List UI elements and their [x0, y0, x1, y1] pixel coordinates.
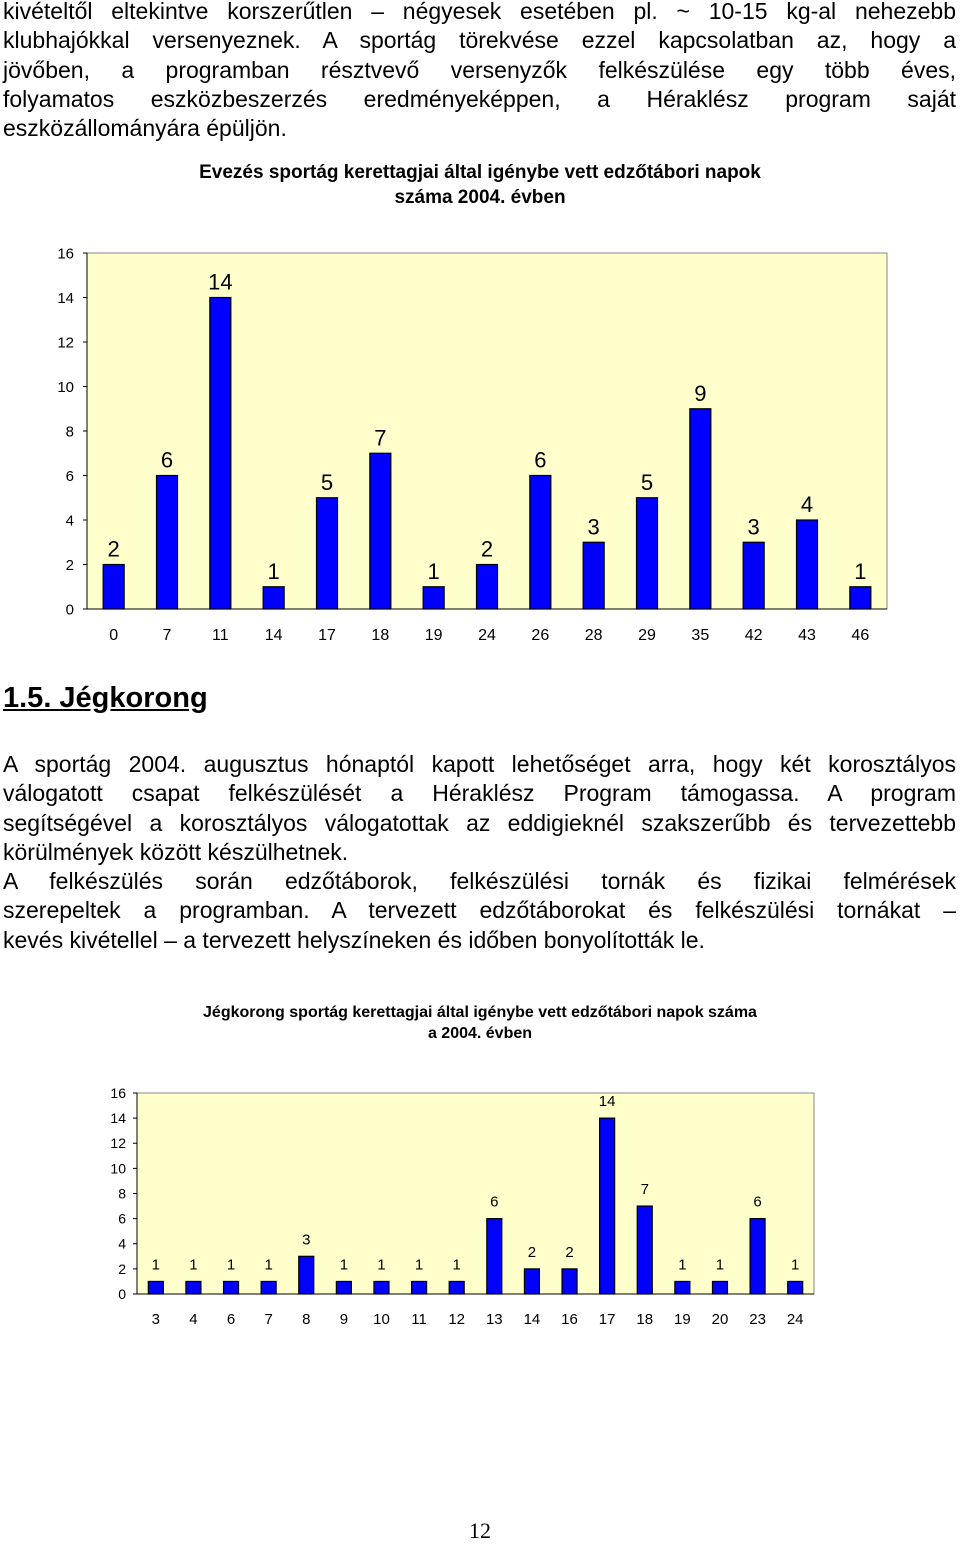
- x-tick-label: 19: [674, 1311, 691, 1328]
- x-tick-label: 43: [798, 627, 816, 644]
- x-tick-label: 13: [485, 1311, 503, 1328]
- data-label: 1: [226, 1256, 236, 1274]
- data-label: 14: [208, 269, 233, 295]
- x-tick-label: 42: [744, 627, 763, 644]
- bar: [675, 1281, 690, 1294]
- data-label: 1: [427, 558, 440, 584]
- data-label: 6: [753, 1193, 762, 1211]
- y-tick-label: 10: [110, 1160, 126, 1177]
- x-tick-label: 28: [584, 627, 603, 644]
- data-label: 2: [480, 536, 494, 562]
- x-tick-label: 29: [638, 627, 656, 644]
- body-line: A felkészülés során edzőtáborok, felkészülési tornák és fizikai felmérések: [3, 868, 956, 895]
- data-label: 1: [452, 1256, 461, 1274]
- data-label: 1: [264, 1256, 273, 1274]
- body-line: szerepeltek a programban. A tervezett edzőtáborokat és felkészülési tornákat –: [3, 897, 956, 924]
- bar: [449, 1281, 464, 1294]
- x-tick-label: 6: [226, 1311, 236, 1328]
- bar: [750, 1219, 765, 1294]
- y-tick-label: 4: [65, 512, 74, 530]
- y-tick-label: 0: [118, 1285, 126, 1302]
- x-tick-label: 4: [189, 1311, 198, 1328]
- data-label: 7: [640, 1181, 649, 1199]
- bar: [562, 1269, 577, 1294]
- y-tick-label: 8: [65, 423, 74, 441]
- bar: [600, 1118, 615, 1294]
- data-label: 14: [598, 1093, 616, 1111]
- chart1-title-line: Evezés sportág kerettagjai által igénybe vett edzőtábori napok: [199, 162, 761, 183]
- intro-line: eszközállományára épüljön.: [3, 115, 287, 142]
- y-tick-label: 16: [110, 1084, 126, 1101]
- x-tick-label: 9: [339, 1311, 349, 1328]
- bar: [261, 1281, 276, 1294]
- data-label: 4: [800, 492, 814, 517]
- x-tick-label: 23: [749, 1311, 766, 1328]
- x-tick-label: 20: [711, 1311, 729, 1328]
- x-tick-label: 0: [109, 627, 119, 644]
- y-tick-label: 12: [110, 1135, 126, 1152]
- y-tick-label: 14: [110, 1110, 126, 1127]
- intro-line: jövőben, a programban résztvevő versenyzők felkészülése egy több éves,: [3, 56, 956, 83]
- bar: [148, 1281, 163, 1294]
- chart1-title-line: száma 2004. évben: [394, 186, 566, 208]
- section-heading: 1.5. Jégkorong: [3, 682, 208, 714]
- x-tick-label: 14: [523, 1311, 541, 1328]
- y-tick-label: 8: [118, 1185, 126, 1202]
- data-label: 1: [854, 558, 867, 584]
- data-label: 1: [377, 1256, 386, 1274]
- data-label: 2: [527, 1243, 537, 1261]
- data-label: 1: [151, 1256, 160, 1274]
- data-label: 7: [374, 425, 387, 451]
- intro-line: kivételtől eltekintve korszerűtlen – négyesek esetében pl. ~ 10-15 kg-al nehezebb: [3, 0, 956, 24]
- x-tick-label: 8: [302, 1311, 311, 1328]
- data-label: 6: [534, 447, 547, 473]
- body-line: A sportág 2004. augusztus hónaptól kapott lehetőséget arra, hogy két korosztályos: [3, 751, 956, 777]
- y-tick-label: 4: [118, 1235, 126, 1252]
- y-tick-label: 6: [118, 1210, 126, 1227]
- x-tick-label: 46: [851, 627, 870, 644]
- y-tick-label: 2: [65, 556, 74, 574]
- bar: [412, 1281, 427, 1294]
- bar: [487, 1219, 502, 1294]
- x-tick-label: 7: [162, 627, 172, 644]
- data-label: 6: [160, 447, 174, 473]
- chart2-title-line: a 2004. évben: [427, 1024, 533, 1042]
- x-tick-label: 24: [478, 627, 496, 644]
- bar: [336, 1281, 351, 1294]
- data-label: 5: [320, 469, 334, 495]
- x-tick-label: 12: [448, 1311, 466, 1328]
- x-tick-label: 14: [264, 627, 283, 644]
- y-tick-label: 6: [65, 467, 74, 485]
- x-tick-label: 3: [151, 1311, 160, 1328]
- body-line: segítségével a korosztályos válogatottak az eddigieknél szakszerűbb és tervezettebb: [3, 809, 956, 836]
- bar: [186, 1281, 201, 1294]
- data-label: 6: [490, 1193, 499, 1211]
- x-tick-label: 11: [212, 627, 229, 644]
- data-label: 1: [414, 1256, 424, 1274]
- data-label: 3: [302, 1231, 311, 1249]
- x-tick-label: 10: [373, 1311, 390, 1328]
- x-tick-label: 17: [598, 1311, 616, 1328]
- x-tick-label: 26: [531, 627, 550, 644]
- data-label: 1: [339, 1256, 349, 1274]
- data-label: 3: [587, 514, 600, 540]
- plot-area: [137, 1093, 814, 1294]
- x-tick-label: 24: [786, 1311, 804, 1328]
- x-tick-label: 19: [424, 627, 443, 644]
- bar: [637, 1206, 652, 1294]
- body-line: körülmények között készülhetnek.: [3, 838, 349, 865]
- x-tick-label: 18: [371, 627, 390, 644]
- data-label: 1: [678, 1256, 687, 1274]
- x-tick-label: 7: [264, 1311, 273, 1328]
- y-tick-label: 0: [65, 601, 74, 619]
- intro-line: folyamatos eszközbeszerzés eredményeképpen, a Héraklész program saját: [3, 85, 956, 112]
- data-label: 3: [747, 514, 760, 540]
- y-tick-label: 14: [57, 289, 74, 307]
- data-label: 1: [715, 1256, 725, 1274]
- bar: [788, 1281, 803, 1294]
- intro-line: klubhajókkal versenyeznek. A sportág törekvése ezzel kapcsolatban az, hogy a: [3, 27, 956, 54]
- x-tick-label: 35: [691, 627, 710, 644]
- data-label: 1: [189, 1256, 198, 1274]
- data-label: 2: [565, 1243, 574, 1261]
- bar: [224, 1281, 239, 1294]
- body-line: kevés kivétellel – a tervezett helyszíneken és időben bonyolították le.: [3, 926, 705, 953]
- data-label: 9: [694, 380, 707, 406]
- bar: [299, 1256, 314, 1294]
- x-tick-label: 11: [411, 1311, 427, 1328]
- page-number: 12: [469, 1518, 491, 1543]
- chart2-title-line: Jégkorong sportág kerettagjai által igénybe vett edzőtábori napok száma: [203, 1004, 757, 1021]
- bar: [712, 1281, 727, 1294]
- x-tick-label: 18: [636, 1311, 654, 1328]
- y-tick-label: 2: [118, 1260, 126, 1277]
- x-tick-label: 16: [561, 1311, 578, 1328]
- y-tick-label: 10: [57, 378, 74, 396]
- body-line: válogatott csapat felkészülését a Héraklész Program támogassa. A program: [3, 780, 956, 807]
- y-tick-label: 16: [57, 245, 74, 263]
- bar: [374, 1281, 389, 1294]
- y-tick-label: 12: [57, 334, 74, 352]
- data-label: 2: [107, 536, 120, 562]
- x-tick-label: 17: [318, 627, 336, 644]
- data-label: 5: [640, 469, 654, 495]
- data-label: 1: [267, 558, 280, 584]
- bar: [524, 1269, 539, 1294]
- data-label: 1: [791, 1256, 800, 1274]
